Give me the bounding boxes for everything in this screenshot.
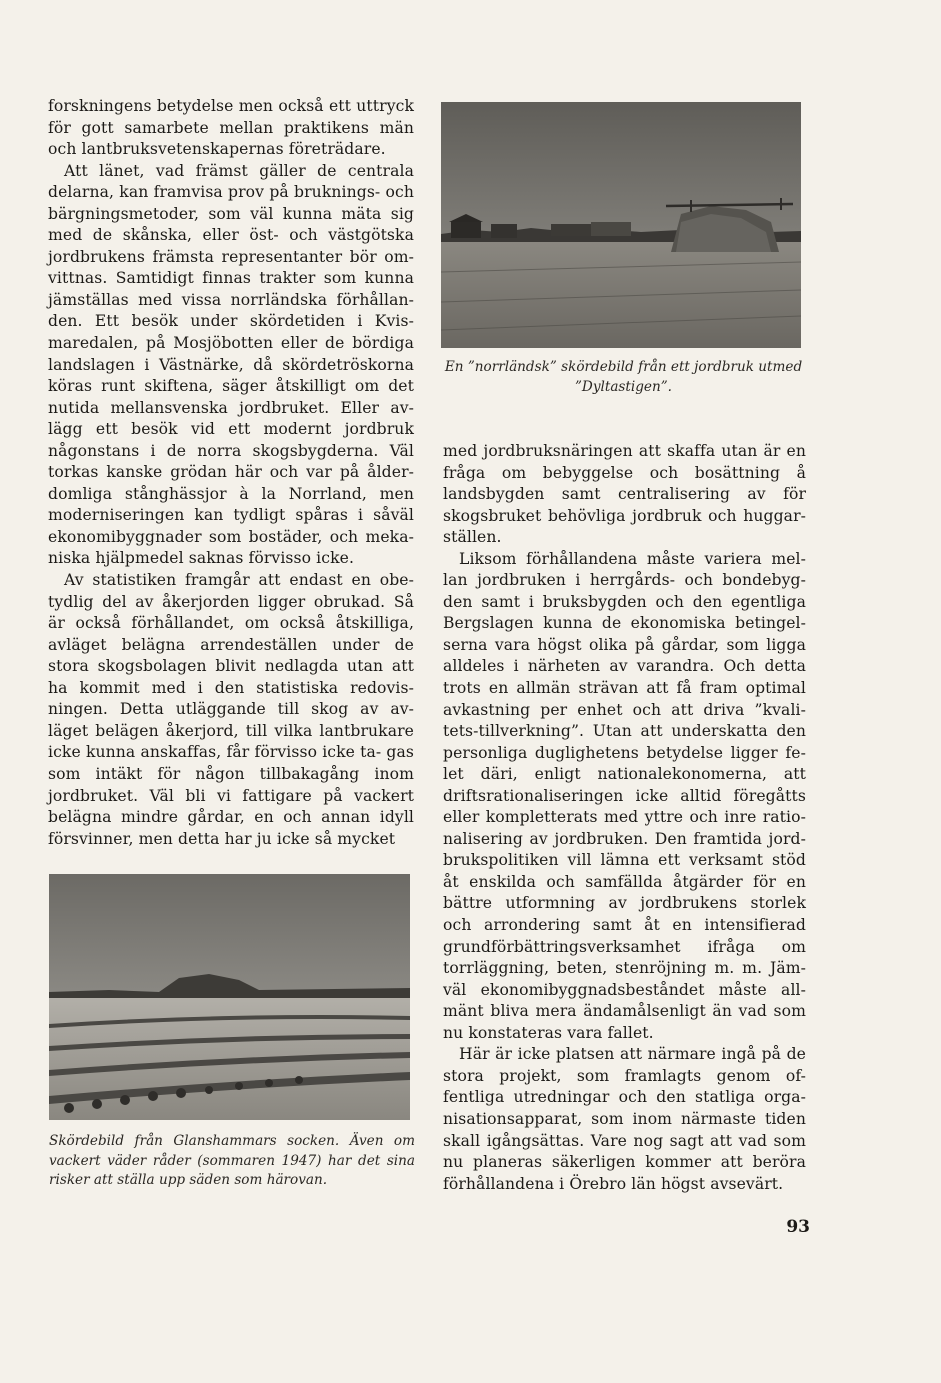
left-column <box>48 96 414 850</box>
page-number: 93 <box>786 1217 810 1237</box>
paragraph: Av statistiken framgår att endast en obe- tydlig del av åkerjorden ligger obrukad. Så är också förhållandet, om också åtskilliga, avläget belägna arrendeställen under de stora skogsbolagen blivit nedlagda utan att ha kommit med i den statistiska redovis- ningen. Detta utläggande till skog av av- läget belägen åkerjord, till vilka lantbrukare icke kunna anskaffas, får förvisso icke ta- gas som intäkt för någon tillbakagång inom jordbruket. Väl bli vi fattigare på vackert belägna mindre gårdar, en och annan idyll försvinner, men detta har ju icke så mycket <box>48 571 414 848</box>
photo-hay-drying-rack <box>441 102 801 348</box>
paragraph: Att länet, vad främst gäller de centrala delarna, kan framvisa prov på bruknings- och bärgningsmetoder, som väl kunna mäta sig med de skånska, eller öst- och västgötska jordbrukens främsta representanter bör om- vittnas. Samtidigt finnas trakter som kunna jämställas med vissa norrländska förhållan- den. Ett besök under skördetiden i Kvis- maredalen, på Mosjöbotten eller de bördiga landslagen i Västnärke, då skördetröskorna köras runt skiftena, säger åtskilligt om det nutida mellansvenska jordbruket. Eller av- lägg ett besök vid ett modernt jordbruk någonstans i de norra skogsbygderna. Väl torkas kanske grödan här och var på ålder- domliga stånghässjor à la Norrland, men moderniseringen kan tydligt spåras i såväl ekonomibyggnader som bostäder, och meka- niska hjälpmedel saknas förvisso icke. <box>48 161 414 568</box>
photo-harvest-field <box>49 874 410 1120</box>
paragraph: Här är icke platsen att närmare ingå på de stora projekt, som framlagts genom of- fentliga utredningar och den statliga orga- nisationsapparat, som inom närmaste tiden skall igångsättas. Vare nog sagt att vad som nu planeras säkerligen kommer att beröra förhållandena i Örebro län högst avsevärt. <box>443 1045 806 1193</box>
paragraph: forskningens betydelse men också ett uttryck för gott samarbete mellan praktikens män och lantbruksvetenskapernas företrädare. <box>48 97 414 159</box>
photo-caption: Skördebild från Glanshammars socken. Även om vackert väder råder (sommaren 1947) har det sina risker att ställa upp säden som härovan. <box>49 1133 415 1188</box>
paragraph: med jordbruksnäringen att skaffa utan är en fråga om bebyggelse och bosättning å landsbygden samt centralisering av för skogsbruket behövliga jordbruk och huggar- ställen. <box>443 442 806 547</box>
paragraph: Liksom förhållandena måste variera mel- lan jordbruken i herrgårds- och bondebyg- den samt i bruksbygden och den egentliga Bergslagen kunna de ekonomiska betingel- serna vara högst olika på gårdar, som ligga alldeles i närheten av varandra. Och detta trots en allmän strävan att få fram optimal avkastning per enhet och att driva ”kvali- tets-tillverkning”. Utan att underskatta den personliga duglighetens betydelse ligger fe- let däri, enligt nationalekonomerna, att driftsrationaliseringen icke alltid föregåtts eller kompletterats med yttre och inre ratio- nalisering av jordbruken. Den framtida jord- brukspolitiken vill lämna ett verksamt stöd åt enskilda och samfällda åtgärder för en bättre utformning av jordbrukens storlek och arrondering samt åt en intensifierad grundförbättringsverksamhet ifråga om torrläggning, beten, stenröjning m. m. Jäm- väl ekonomibyggnadsbeståndet måste all- mänt bliva mera ändamålsenligt än vad som nu konstateras vara fallet. <box>443 549 806 1042</box>
photo-caption: En ”norrländsk” skördebild från ett jordbruk utmed ”Dyltastigen”. <box>444 359 803 395</box>
right-column <box>443 441 806 1195</box>
